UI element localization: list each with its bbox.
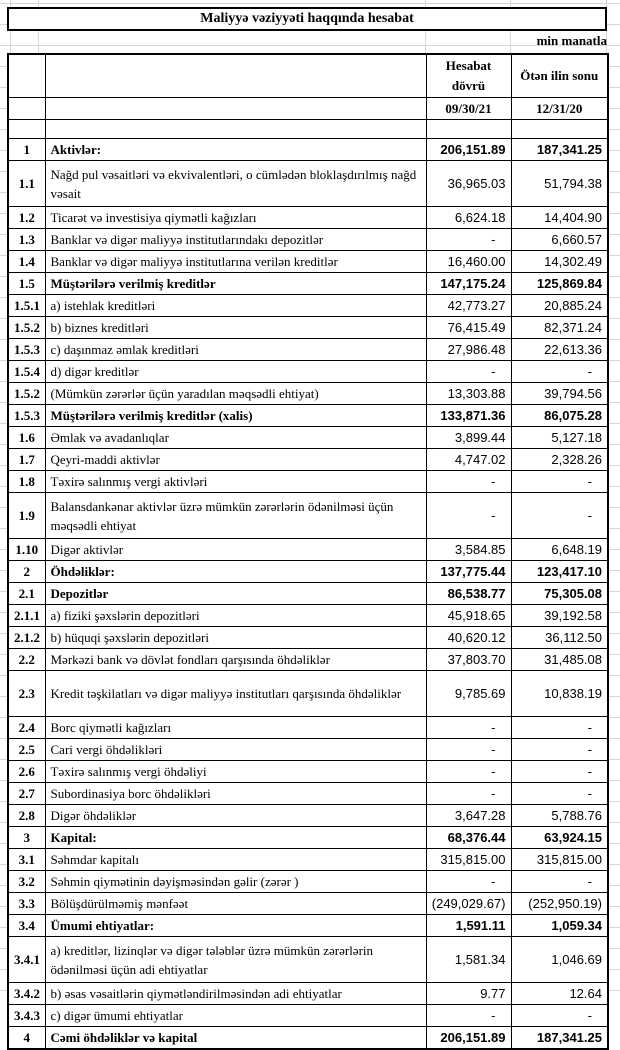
row-number-cell: 1.5 [8,273,45,295]
row-number-cell: 3.1 [8,849,45,871]
row-current-value-cell: 9.77 [426,983,511,1005]
row-number-cell: 3.4.3 [8,1005,45,1027]
row-prior-value-cell: 20,885.24 [511,295,608,317]
table-row [8,649,608,671]
row-current-value-cell: 13,303.88 [426,383,511,405]
row-description-cell: Borc qiymətli kağızları [45,717,426,739]
row-number-cell: 2.8 [8,805,45,827]
row-current-value-cell: 86,538.77 [426,583,511,605]
row-prior-value-cell: 14,404.90 [511,207,608,229]
row-number-cell: 3.3 [8,893,45,915]
row-current-value-cell: 40,620.12 [426,627,511,649]
row-prior-value-cell: 315,815.00 [511,849,608,871]
date-number-cell [8,98,45,120]
row-number-cell: 1.5.2 [8,317,45,339]
row-prior-value-cell: 82,371.24 [511,317,608,339]
row-description-cell: Təxirə salınmış vergi öhdəliyi [45,761,426,783]
table-row [8,427,608,449]
row-prior-value-cell: - [511,761,608,783]
row-current-value-cell: 42,773.27 [426,295,511,317]
row-current-value-cell: 1,591.11 [426,915,511,937]
row-description-cell: Müştərilərə verilmiş kreditlər [45,273,426,295]
header-prior-period: Ötən ilin sonu [511,54,608,98]
row-prior-value-cell: 6,660.57 [511,229,608,251]
table-row [8,561,608,583]
row-number-cell: 1.5.3 [8,405,45,427]
row-current-value-cell: 4,747.02 [426,449,511,471]
table-row [8,893,608,915]
row-description-cell: Ticarət və investisiya qiymətli kağızları [45,207,426,229]
row-description-cell: a) fiziki şəxslərin depozitləri [45,605,426,627]
row-description-cell: c) digər ümumi ehtiyatlar [45,1005,426,1027]
current-period-date: 09/30/21 [426,98,511,120]
table-row [8,295,608,317]
row-current-value-cell: - [426,471,511,493]
row-prior-value-cell: 86,075.28 [511,405,608,427]
table-row [8,539,608,561]
table-row [8,983,608,1005]
table-row [8,827,608,849]
row-current-value-cell: - [426,783,511,805]
table-row [8,273,608,295]
table-row [8,471,608,493]
row-description-cell: a) istehlak kreditləri [45,295,426,317]
row-current-value-cell: 68,376.44 [426,827,511,849]
table-row [8,761,608,783]
row-description-cell: Digər öhdəliklər [45,805,426,827]
row-description-cell: b) əsas vəsaitlərin qiymətləndirilməsindən adi ehtiyatlar [45,983,426,1005]
row-description-cell: Aktivlər: [45,139,426,161]
table-row [8,251,608,273]
row-current-value-cell: 27,986.48 [426,339,511,361]
table-row [8,937,608,983]
table-row [8,339,608,361]
row-description-cell: Mərkəzi bank və dövlət fondları qarşısında öhdəliklər [45,649,426,671]
spacer-cell [426,120,511,139]
row-prior-value-cell: 22,613.36 [511,339,608,361]
row-description-cell: Banklar və digər maliyyə institutlarındakı depozitlər [45,229,426,251]
table-body [8,139,608,1050]
row-description-cell: Səhmin qiymətinin dəyişməsindən gəlir (zərər ) [45,871,426,893]
row-prior-value-cell: - [511,871,608,893]
row-current-value-cell: 36,965.03 [426,161,511,207]
row-number-cell: 2.1.2 [8,627,45,649]
spacer-cell [511,120,608,139]
row-number-cell: 3 [8,827,45,849]
financial-statement-table [7,53,609,1050]
row-number-cell: 2 [8,561,45,583]
row-number-cell: 1.2 [8,207,45,229]
row-current-value-cell: 45,918.65 [426,605,511,627]
row-number-cell: 2.7 [8,783,45,805]
row-description-cell: Bölüşdürülməmiş mənfəət [45,893,426,915]
row-prior-value-cell: 1,059.34 [511,915,608,937]
row-description-cell: b) biznes kreditləri [45,317,426,339]
header-desc-cell [45,54,426,98]
row-prior-value-cell: 6,648.19 [511,539,608,561]
row-current-value-cell: - [426,871,511,893]
row-current-value-cell: 37,803.70 [426,649,511,671]
row-description-cell: Cəmi öhdəliklər və kapital [45,1027,426,1050]
row-number-cell: 2.1.1 [8,605,45,627]
row-description-cell: Depozitlər [45,583,426,605]
row-prior-value-cell: - [511,493,608,539]
row-description-cell: d) digər kreditlər [45,361,426,383]
table-row [8,783,608,805]
row-number-cell: 3.4.1 [8,937,45,983]
row-prior-value-cell: 10,838.19 [511,671,608,717]
row-current-value-cell: 3,584.85 [426,539,511,561]
row-current-value-cell: 9,785.69 [426,671,511,717]
row-number-cell: 1.1 [8,161,45,207]
row-description-cell: Əmlak və avadanlıqlar [45,427,426,449]
header-current-period: Hesabat dövrü [426,54,511,98]
prior-period-date: 12/31/20 [511,98,608,120]
spacer-row [8,120,608,139]
row-current-value-cell: - [426,493,511,539]
row-number-cell: 1.5.1 [8,295,45,317]
table-row [8,849,608,871]
table-row [8,1005,608,1027]
row-current-value-cell: 3,647.28 [426,805,511,827]
report-title-box [7,7,607,31]
row-current-value-cell: 315,815.00 [426,849,511,871]
row-current-value-cell: - [426,1005,511,1027]
row-prior-value-cell: - [511,471,608,493]
row-number-cell: 1 [8,139,45,161]
row-prior-value-cell: 14,302.49 [511,251,608,273]
table-row [8,583,608,605]
period-date-row [8,98,608,120]
table-row [8,805,608,827]
table-row [8,317,608,339]
row-description-cell: a) kreditlər, lizinqlər və digər tələblər üzrə mümkün zərərlərin ödənilməsi üçün adi ehtiyatlar [45,937,426,983]
row-number-cell: 2.5 [8,739,45,761]
row-description-cell: Banklar və digər maliyyə institutlarına verilən kreditlər [45,251,426,273]
row-description-cell: Kapital: [45,827,426,849]
row-prior-value-cell: - [511,361,608,383]
row-current-value-cell: - [426,739,511,761]
row-prior-value-cell: - [511,783,608,805]
table-row [8,229,608,251]
row-number-cell: 2.2 [8,649,45,671]
row-description-cell: Təxirə salınmış vergi aktivləri [45,471,426,493]
row-description-cell: Kredit təşkilatları və digər maliyyə institutları qarşısında öhdəliklər [45,671,426,717]
row-current-value-cell: (249,029.67) [426,893,511,915]
row-prior-value-cell: 12.64 [511,983,608,1005]
row-prior-value-cell: - [511,1005,608,1027]
row-current-value-cell: 137,775.44 [426,561,511,583]
row-prior-value-cell: 5,788.76 [511,805,608,827]
row-description-cell: Səhmdar kapitalı [45,849,426,871]
row-number-cell: 1.9 [8,493,45,539]
row-number-cell: 1.5.2 [8,383,45,405]
row-description-cell: Cari vergi öhdəlikləri [45,739,426,761]
table-row [8,361,608,383]
table-row [8,405,608,427]
row-number-cell: 1.8 [8,471,45,493]
row-number-cell: 3.2 [8,871,45,893]
row-prior-value-cell: 1,046.69 [511,937,608,983]
table-row [8,717,608,739]
row-current-value-cell: 3,899.44 [426,427,511,449]
row-description-cell: Subordinasiya borc öhdəlikləri [45,783,426,805]
row-prior-value-cell: 39,192.58 [511,605,608,627]
spacer-cell [8,120,45,139]
row-prior-value-cell: 63,924.15 [511,827,608,849]
row-current-value-cell: - [426,361,511,383]
row-prior-value-cell: 75,305.08 [511,583,608,605]
period-header-row [8,54,608,98]
row-prior-value-cell: 39,794.56 [511,383,608,405]
table-row [8,139,608,161]
table-row [8,161,608,207]
header-number-cell [8,54,45,98]
row-current-value-cell: 206,151.89 [426,139,511,161]
row-prior-value-cell: 123,417.10 [511,561,608,583]
row-current-value-cell: 76,415.49 [426,317,511,339]
table-row [8,671,608,717]
row-current-value-cell: 16,460.00 [426,251,511,273]
row-prior-value-cell: (252,950.19) [511,893,608,915]
report-title: Maliyyə vəziyyəti haqqında hesabat [200,11,414,26]
row-number-cell: 1.3 [8,229,45,251]
row-current-value-cell: 6,624.18 [426,207,511,229]
row-number-cell: 4 [8,1027,45,1050]
table-row [8,915,608,937]
spacer-cell [45,120,426,139]
table-row [8,739,608,761]
row-prior-value-cell: 2,328.26 [511,449,608,471]
row-number-cell: 2.4 [8,717,45,739]
row-number-cell: 3.4.2 [8,983,45,1005]
table-head-rows [8,54,608,139]
row-description-cell: Qeyri-maddi aktivlər [45,449,426,471]
row-prior-value-cell: 36,112.50 [511,627,608,649]
row-current-value-cell: 147,175.24 [426,273,511,295]
row-current-value-cell: - [426,229,511,251]
row-current-value-cell: - [426,717,511,739]
row-prior-value-cell: 125,869.84 [511,273,608,295]
row-prior-value-cell: 31,485.08 [511,649,608,671]
row-number-cell: 2.3 [8,671,45,717]
date-desc-cell [45,98,426,120]
row-number-cell: 1.6 [8,427,45,449]
row-prior-value-cell: - [511,717,608,739]
row-number-cell: 1.5.4 [8,361,45,383]
row-description-cell: Ümumi ehtiyatlar: [45,915,426,937]
row-current-value-cell: 133,871.36 [426,405,511,427]
table-row [8,1027,608,1050]
row-current-value-cell: - [426,761,511,783]
row-number-cell: 1.5.3 [8,339,45,361]
row-number-cell: 2.1 [8,583,45,605]
row-description-cell: (Mümkün zərərlər üçün yaradılan məqsədli ehtiyat) [45,383,426,405]
row-prior-value-cell: 5,127.18 [511,427,608,449]
row-description-cell: Müştərilərə verilmiş kreditlər (xalis) [45,405,426,427]
row-description-cell: b) hüquqi şəxslərin depozitləri [45,627,426,649]
row-number-cell: 1.10 [8,539,45,561]
row-number-cell: 1.4 [8,251,45,273]
row-description-cell: Öhdəliklər: [45,561,426,583]
row-prior-value-cell: 51,794.38 [511,161,608,207]
table-row [8,207,608,229]
unit-note: min manatla [536,33,607,48]
row-number-cell: 2.6 [8,761,45,783]
table-row [8,605,608,627]
table-row [8,493,608,539]
table-row [8,627,608,649]
row-description-cell: Balansdankənar aktivlər üzrə mümkün zərərlərin ödənilməsi üçün məqsədli ehtiyat [45,493,426,539]
row-number-cell: 3.4 [8,915,45,937]
row-number-cell: 1.7 [8,449,45,471]
row-prior-value-cell: - [511,739,608,761]
row-current-value-cell: 206,151.89 [426,1027,511,1050]
table-row [8,871,608,893]
row-current-value-cell: 1,581.34 [426,937,511,983]
row-prior-value-cell: 187,341.25 [511,139,608,161]
table-row [8,383,608,405]
row-description-cell: Digər aktivlər [45,539,426,561]
table-row [8,449,608,471]
row-prior-value-cell: 187,341.25 [511,1027,608,1050]
row-description-cell: Nağd pul vəsaitləri və ekvivalentləri, o cümlədən bloklaşdırılmış nağd vəsait [45,161,426,207]
row-description-cell: c) daşınmaz əmlak kreditləri [45,339,426,361]
